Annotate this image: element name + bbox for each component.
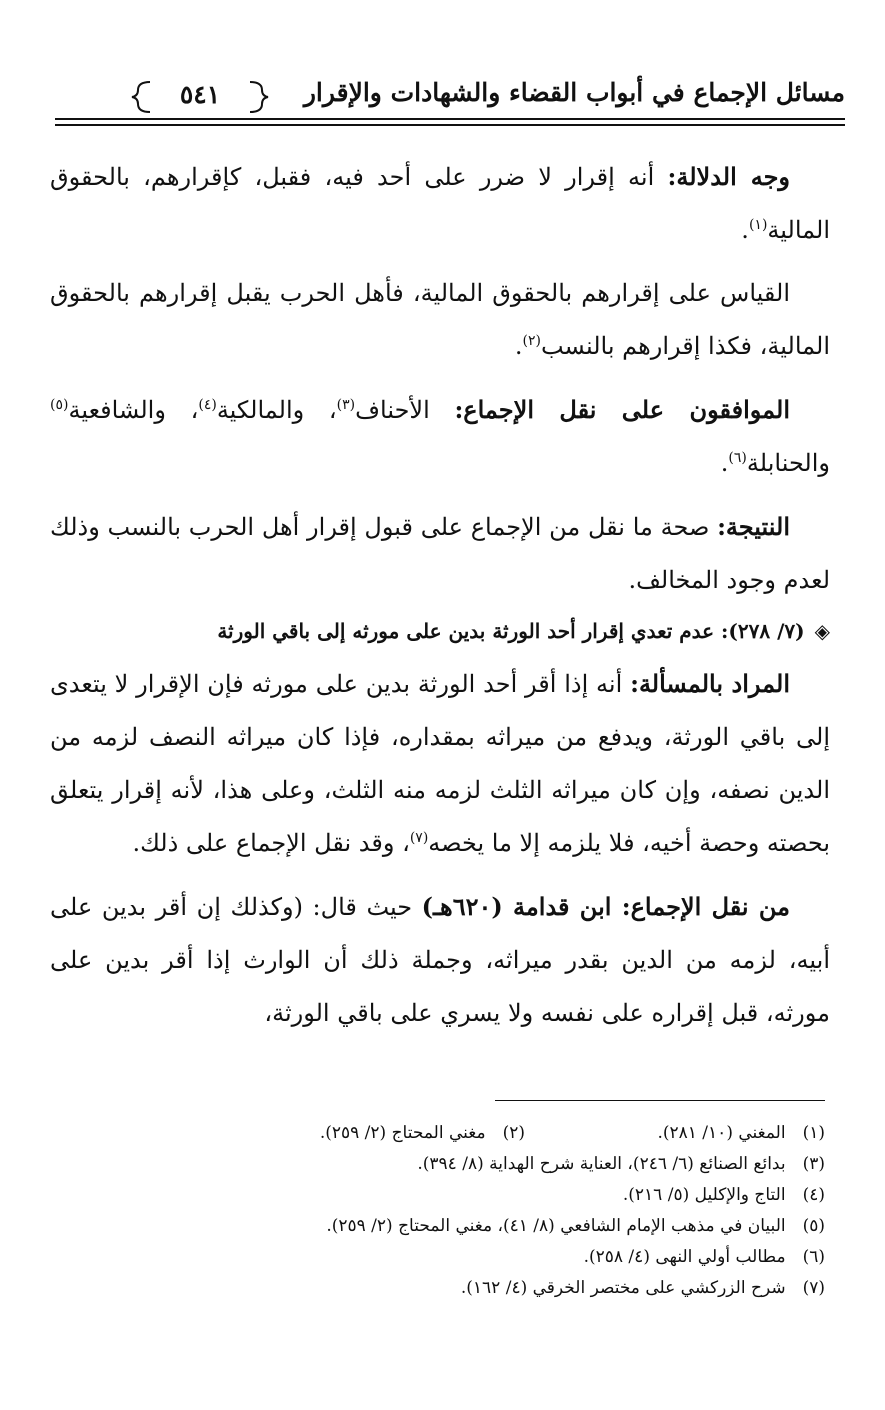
diamond-icon: ◈ xyxy=(814,619,830,643)
footnote-7 xyxy=(55,1273,825,1304)
footnote-number: (٧) xyxy=(802,1278,825,1298)
agreeing-shafii: ، والشافعية xyxy=(68,396,199,424)
paragraph-result xyxy=(50,500,830,607)
footnote-3 xyxy=(55,1149,825,1180)
punct: . xyxy=(720,449,729,477)
label-meaning: المراد بالمسألة: xyxy=(630,669,791,698)
meaning-end: ، وقد نقل الإجماع على ذلك. xyxy=(132,829,410,857)
header-rule-top xyxy=(55,118,845,120)
footnote-6 xyxy=(55,1242,825,1273)
footnote-2 xyxy=(320,1118,525,1149)
punct: . xyxy=(741,216,749,244)
label-result: النتيجة: xyxy=(717,512,790,541)
footnote-row-1-2 xyxy=(55,1118,825,1149)
footnote-number: (٢) xyxy=(502,1123,525,1143)
agreeing-hanafi: الأحناف xyxy=(355,396,455,424)
label-agreeing: الموافقون على نقل الإجماع: xyxy=(454,395,791,424)
footnote-text: البيان في مذهب الإمام الشافعي (٨/ ٤١)، مغني المحتاج (٢/ ٢٥٩). xyxy=(326,1216,786,1236)
page-header xyxy=(55,70,845,130)
page-number: ٥٤١ xyxy=(179,80,221,109)
footnote-1 xyxy=(525,1118,825,1149)
page-number-ornament xyxy=(55,72,295,122)
main-text xyxy=(50,150,830,1050)
header-rule-bottom xyxy=(55,124,845,126)
footnote-ref-1[interactable]: (١) xyxy=(748,217,768,233)
paragraph-meaning xyxy=(50,657,830,870)
footnote-ref-6[interactable]: (٦) xyxy=(728,450,747,466)
footnote-number: (٥) xyxy=(802,1216,825,1236)
footnote-ref-2[interactable]: (٢) xyxy=(522,333,541,349)
punct: . xyxy=(514,332,523,360)
issue-heading xyxy=(50,611,830,651)
footnote-number: (٦) xyxy=(802,1247,825,1267)
label-transmitter: من نقل الإجماع: ابن قدامة (٦٢٠هـ) xyxy=(421,892,791,921)
footnotes xyxy=(55,1118,825,1304)
footnote-5 xyxy=(55,1211,825,1242)
footnote-number: (٣) xyxy=(802,1154,825,1174)
footnote-text: مغني المحتاج (٢/ ٢٥٩). xyxy=(319,1123,486,1143)
analogy-text: القياس على إقرارهم بالحقوق المالية، فأهل الحرب يقبل إقرارهم بالحقوق المالية، فكذا إقرارهم بالنسب xyxy=(50,279,830,360)
agreeing-maliki: ، والمالكية xyxy=(216,396,337,424)
footnote-ref-4[interactable]: (٤) xyxy=(198,397,217,413)
label-evidence: وجه الدلالة: xyxy=(667,162,791,191)
footnote-text: شرح الزركشي على مختصر الخرقي (٤/ ١٦٢). xyxy=(460,1278,786,1298)
footnote-4 xyxy=(55,1180,825,1211)
footnote-ref-7[interactable]: (٧) xyxy=(409,830,429,846)
evidence-text: أنه إقرار لا ضرر على أحد فيه، فقبل، كإقرارهم، بالحقوق المالية xyxy=(50,163,830,244)
running-title: مسائل الإجماع في أبواب القضاء والشهادات والإقرار xyxy=(303,78,845,107)
paragraph-analogy xyxy=(50,267,830,373)
paragraph-transmitter xyxy=(50,880,830,1040)
result-text: صحة ما نقل من الإجماع على قبول إقرار أهل الحرب بالنسب وذلك لعدم وجود المخالف. xyxy=(50,513,830,594)
agreeing-hanbali: والحنابلة xyxy=(746,449,830,477)
footnote-text: بدائع الصنائع (٦/ ٢٤٦)، العناية شرح الهداية (٨/ ٣٩٤). xyxy=(417,1154,786,1174)
footnote-text: التاج والإكليل (٥/ ٢١٦). xyxy=(622,1185,786,1205)
footnote-number: (١) xyxy=(802,1123,825,1143)
footnote-text: مطالب أولي النهى (٤/ ٢٥٨). xyxy=(583,1247,786,1267)
footnote-separator xyxy=(495,1100,825,1101)
footnote-ref-5[interactable]: (٥) xyxy=(50,397,69,413)
footnote-ref-3[interactable]: (٣) xyxy=(336,397,356,413)
paragraph-agreeing xyxy=(50,383,830,490)
footnote-number: (٤) xyxy=(802,1185,825,1205)
meaning-text: أنه إذا أقر أحد الورثة بدين على مورثه فإن الإقرار لا يتعدى إلى باقي الورثة، ويدفع من ميراثه بمقداره، فإذا كان ميراثه النصف لزمه من الدين نصفه، وإن كان ميراثه الثلث لزمه منه الثلث، وعلى هذا، لأنه إقرار يتعلق بحصته وحصة أخيه، فلا يلزمه إلا ما يخصه xyxy=(50,670,830,857)
paragraph-evidence xyxy=(50,150,830,257)
footnote-text: المغني (١٠/ ٢٨١). xyxy=(657,1123,786,1143)
issue-title: (٧/ ٢٧٨): عدم تعدي إقرار أحد الورثة بدين على مورثه إلى باقي الورثة xyxy=(217,619,805,643)
transmitter-text: حيث قال: (وكذلك إن أقر بدين على أبيه، لزمه من الدين بقدر ميراثه، وجملة ذلك أن الوارث إذا أقر بدين على مورثه، قبل إقراره على نفسه ولا يسري على باقي الورثة، xyxy=(50,893,830,1027)
